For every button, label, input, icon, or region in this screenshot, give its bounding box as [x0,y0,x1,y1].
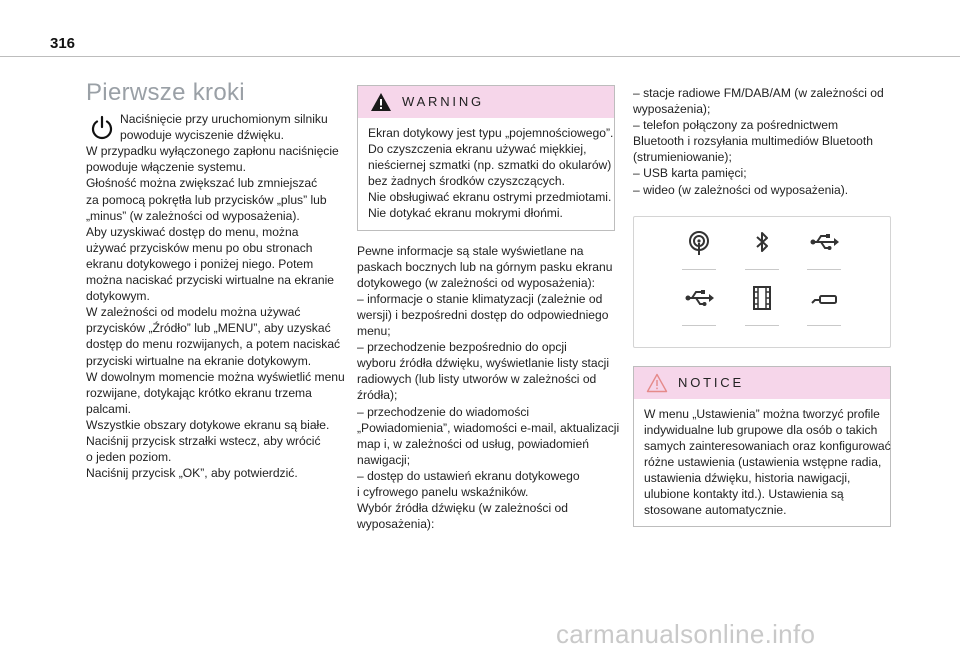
text-line: za pomocą pokrętła lub przycisków „plus” lub [86,192,327,207]
text-line: wersji) i bezpośredni dostęp do odpowiedniego [357,307,609,322]
notice-box [633,366,891,528]
warning-box [357,85,615,231]
warning-header [358,86,614,118]
warning-icon [370,92,392,112]
text-line: dotykowego (w zależności od wyposażenia): [357,275,595,290]
column-3-body [633,85,891,198]
text-line: dotykowym. [86,289,150,304]
text-line: Wszystkie obszary dotykowe ekranu są białe. [86,417,330,432]
text-line: Nie dotykać ekranu mokrymi dłońmi. [368,206,563,221]
text-line: W menu „Ustawienia” można tworzyć profile [644,406,880,421]
text-line: przycisków „Źródło” lub „MENU”, aby uzyskać [86,321,331,336]
text-line: – przechodzenie do wiadomości [357,404,530,419]
text-line: – USB karta pamięci; [633,166,747,181]
warning-title: WARNING [402,93,484,109]
text-line: (strumieniowanie); [633,150,732,165]
text-line: Naciśnij przycisk „OK”, aby potwierdzić. [86,466,298,481]
text-line: Nie obsługiwać ekranu ostrymi przedmiotami. [368,190,612,205]
video-icon [744,281,780,317]
notice-header [634,367,890,399]
usb-icon [806,225,842,261]
header-divider [0,56,960,57]
notice-title: NOTICE [678,374,744,390]
warning-body [358,118,614,230]
text-line: Pewne informacje są stale wyświetlane na [357,243,584,258]
icon-underline [745,325,779,326]
text-line: – informacje o stanie klimatyzacji (zależnie od [357,291,603,306]
text-line: Ekran dotykowy jest typu „pojemnościowego”. [368,126,614,140]
text-line: stosowane automatycznie. [644,503,787,518]
bluetooth-icon [744,225,780,261]
text-line: Naciśnięcie przy uruchomionym silniku [120,112,328,127]
text-line: – dostęp do ustawień ekranu dotykowego [357,468,580,483]
text-line: palcami. [86,401,132,416]
text-line: Naciśnij przycisk strzałki wstecz, aby wrócić [86,433,321,448]
text-line: W przypadku wyłączonego zapłonu naciśnięcie [86,144,339,159]
text-line: źródła); [357,388,398,403]
text-line: dostęp do menu rozwijanych, a potem naciskać [86,337,341,352]
text-line: – przechodzenie bezpośrednio do opcji [357,340,567,355]
text-line: nieściernej szmatki (np. szmatki do okularów) [368,158,612,173]
text-line: – stacje radiowe FM/DAB/AM (w zależności od [633,86,884,100]
text-line: wyboru źródła dźwięku, wyświetlanie listy stacji [357,356,610,371]
text-line: rozwijane, dotykając krótko ekranu trzema [86,385,312,400]
text-line: Głośność można zwiększać lub zmniejszać [86,176,318,191]
text-line: Do czyszczenia ekranu używać miękkiej, [368,142,587,157]
icon-underline [745,269,779,270]
text-line: „minus” (w zależności od wyposażenia). [86,208,300,223]
watermark: carmanualsonline.info [556,619,816,649]
text-line: ustawienia dźwięku, historia nawigacji, [644,471,851,486]
text-line: map i, w zależności od usług, powiadomień [357,436,589,451]
column-2-body [357,243,620,533]
text-line: radiowych (lub listy utworów w zależności od [357,372,597,387]
text-line: ekranu dotykowego i poniżej niego. Potem [86,256,314,271]
power-note [86,111,348,143]
text-line: wyposażenia); [633,102,711,117]
text-line: samych zainteresowaniach oraz konfigurować [644,438,891,453]
usb-icon [681,281,717,317]
text-line: Wybór źródła dźwięku (w zależności od [357,501,568,516]
text-line: używać przycisków menu po obu stronach [86,240,313,255]
text-line: o jeden poziom. [86,450,172,465]
notice-body [634,399,890,527]
text-line: bez żadnych środków czyszczących. [368,174,565,189]
power-icon [89,115,115,141]
notice-icon [646,373,668,393]
text-line: – wideo (w zależności od wyposażenia). [633,182,849,197]
column-2 [357,85,620,532]
aux-icon [806,281,842,317]
text-line: różne ustawienia (ustawienia wstępne radia, [644,454,882,469]
text-line: ulubione kontakty itd.). Ustawienia są [644,487,844,502]
icon-underline [682,325,716,326]
text-line: Bluetooth i rozsyłania multimediów Bluetooth [633,134,873,149]
text-line: – telefon połączony za pośrednictwem [633,118,839,133]
text-line: W dowolnym momencie można wyświetlić menu [86,369,345,384]
text-line: „Powiadomienia”, wiadomości e-mail, aktualizacji [357,420,620,435]
section-title: Pierwsze kroki [86,79,245,106]
column-1 [86,79,348,481]
audio-source-icons [633,216,891,348]
text-line: przyciski wirtualne na ekranie dotykowym. [86,353,312,368]
icon-underline [807,325,841,326]
text-line: paskach bocznych lub na górnym pasku ekranu [357,259,613,274]
icon-underline [807,269,841,270]
text-line: powoduje włączenie systemu. [86,160,246,175]
text-line: W zależności od modelu można używać [86,305,301,320]
page-number: 316 [50,35,76,52]
text-line: Aby uzyskiwać dostęp do menu, można [86,224,299,239]
text-line: można naciskać przyciski wirtualne na ekranie [86,273,335,288]
column-1-body [86,143,348,481]
text-line: menu; [357,324,391,339]
radio-icon [681,225,717,261]
text-line: indywidualne lub grupowe dla osób o takich [644,422,878,437]
text-line: i cyfrowego panelu wskaźników. [357,484,529,499]
icon-underline [682,269,716,270]
column-3 [633,85,891,527]
text-line: wyposażenia): [357,517,435,532]
text-line: nawigacji; [357,452,411,467]
text-line: powoduje wyciszenie dźwięku. [120,128,285,143]
